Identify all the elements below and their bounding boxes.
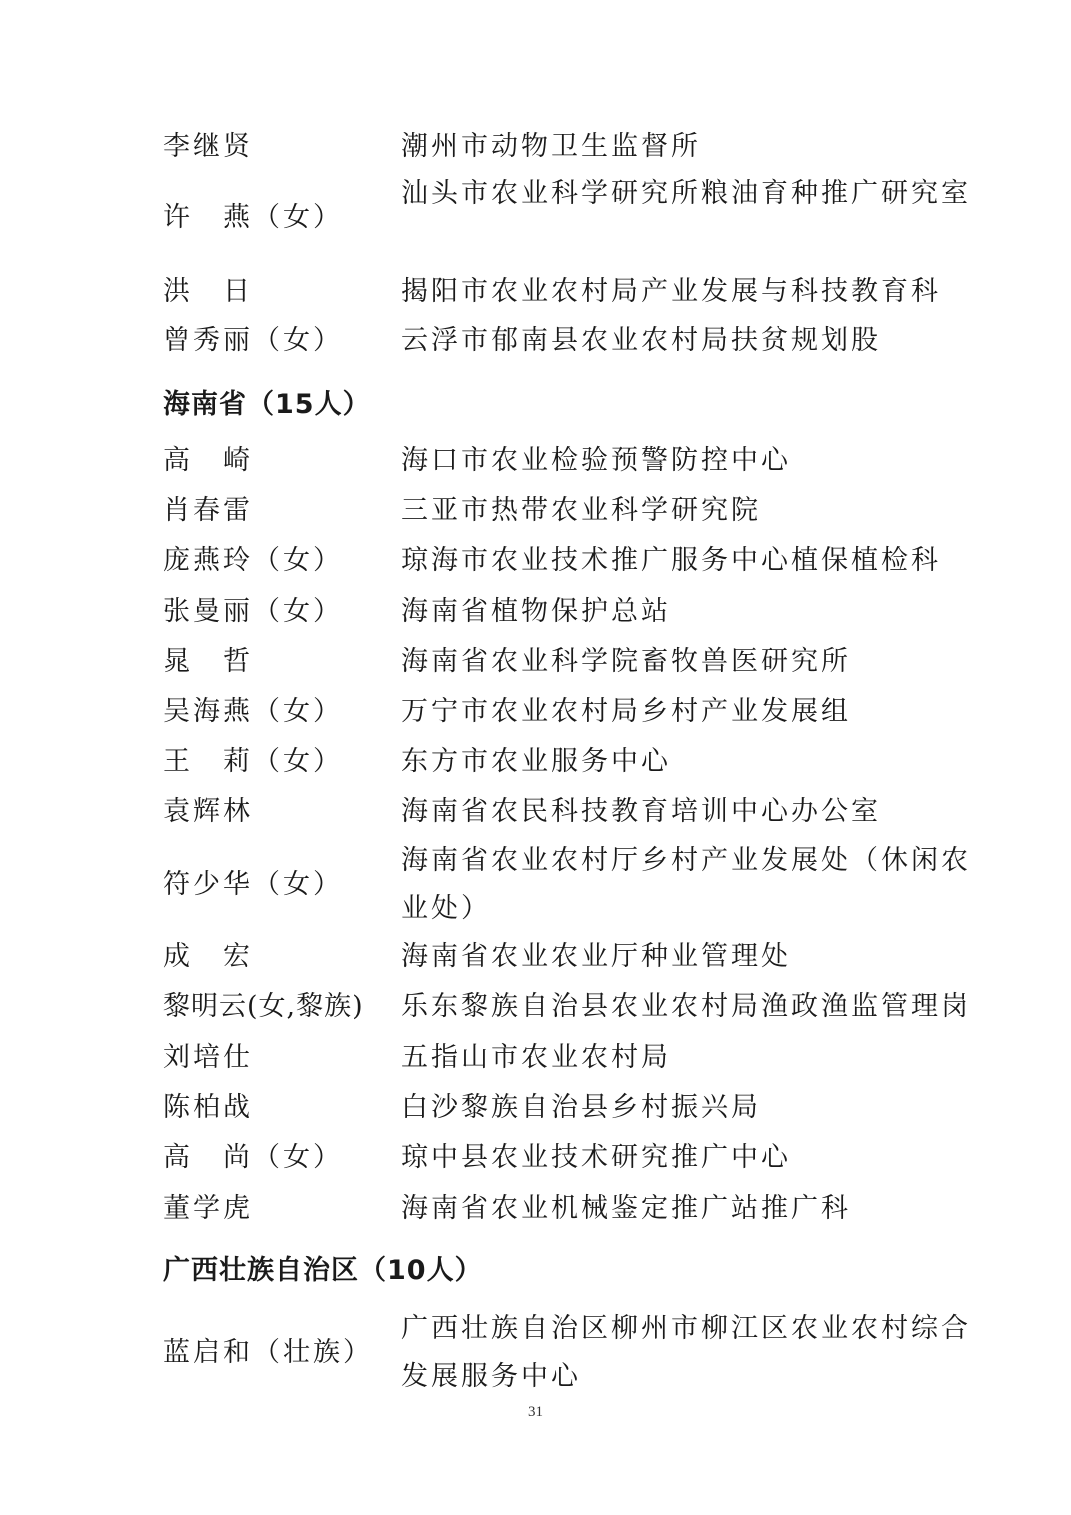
person-name: 成 宏: [163, 941, 253, 972]
person-name: 高 尚（女）: [163, 1142, 343, 1173]
work-unit: 乐东黎族自治县农业农村局渔政渔监管理岗: [401, 991, 971, 1022]
person-name: 肖春雷: [163, 495, 253, 526]
person-name: 刘培仕: [163, 1042, 253, 1073]
person-name: 符少华（女）: [163, 869, 343, 900]
work-unit: 东方市农业服务中心: [401, 746, 671, 777]
work-unit: 白沙黎族自治县乡村振兴局: [401, 1092, 761, 1123]
work-unit: 海南省农业农村厅乡村产业发展处（休闲农业处）: [401, 845, 971, 924]
work-unit: 海南省农业农业厅种业管理处: [401, 941, 791, 972]
person-name: 陈柏战: [163, 1092, 253, 1123]
work-unit: 广西壮族自治区柳州市柳江区农业农村综合发展服务中心: [401, 1313, 971, 1392]
person-name: 蓝启和（壮族）: [163, 1337, 373, 1368]
work-unit: 汕头市农业科学研究所粮油育种推广研究室: [401, 178, 971, 209]
person-name: 洪 日: [163, 276, 253, 307]
work-unit: 海南省农业机械鉴定推广站推广科: [401, 1193, 851, 1224]
work-unit: 云浮市郁南县农业农村局扶贫规划股: [401, 325, 881, 356]
work-unit: 海南省农民科技教育培训中心办公室: [401, 796, 881, 827]
work-unit: 三亚市热带农业科学研究院: [401, 495, 761, 526]
person-name: 吴海燕（女）: [163, 696, 343, 727]
work-unit: 琼海市农业技术推广服务中心植保植检科: [401, 545, 941, 576]
person-name: 张曼丽（女）: [163, 596, 343, 627]
work-unit: 五指山市农业农村局: [401, 1042, 671, 1073]
person-name: 李继贤: [163, 131, 253, 162]
person-name: 董学虎: [163, 1193, 253, 1224]
person-name: 晁 哲: [163, 646, 253, 677]
work-unit: 琼中县农业技术研究推广中心: [401, 1142, 791, 1173]
person-name: 高 崎: [163, 445, 253, 476]
work-unit: 海口市农业检验预警防控中心: [401, 445, 791, 476]
person-name: 庞燕玲（女）: [163, 545, 343, 576]
person-name: 曾秀丽（女）: [163, 325, 343, 356]
page-number: 31: [528, 1404, 543, 1420]
section-heading-hainan: 海南省（15人）: [163, 389, 371, 420]
person-name: 王 莉（女）: [163, 746, 343, 777]
person-name: 黎明云(女,黎族): [163, 991, 364, 1022]
work-unit: 海南省植物保护总站: [401, 596, 671, 627]
work-unit: 揭阳市农业农村局产业发展与科技教育科: [401, 276, 941, 307]
work-unit: 潮州市动物卫生监督所: [401, 131, 701, 162]
section-heading-guangxi: 广西壮族自治区（10人）: [163, 1255, 483, 1286]
work-unit: 万宁市农业农村局乡村产业发展组: [401, 696, 851, 727]
person-name: 袁辉林: [163, 796, 253, 827]
person-name: 许 燕（女）: [163, 202, 343, 233]
work-unit: 海南省农业科学院畜牧兽医研究所: [401, 646, 851, 677]
